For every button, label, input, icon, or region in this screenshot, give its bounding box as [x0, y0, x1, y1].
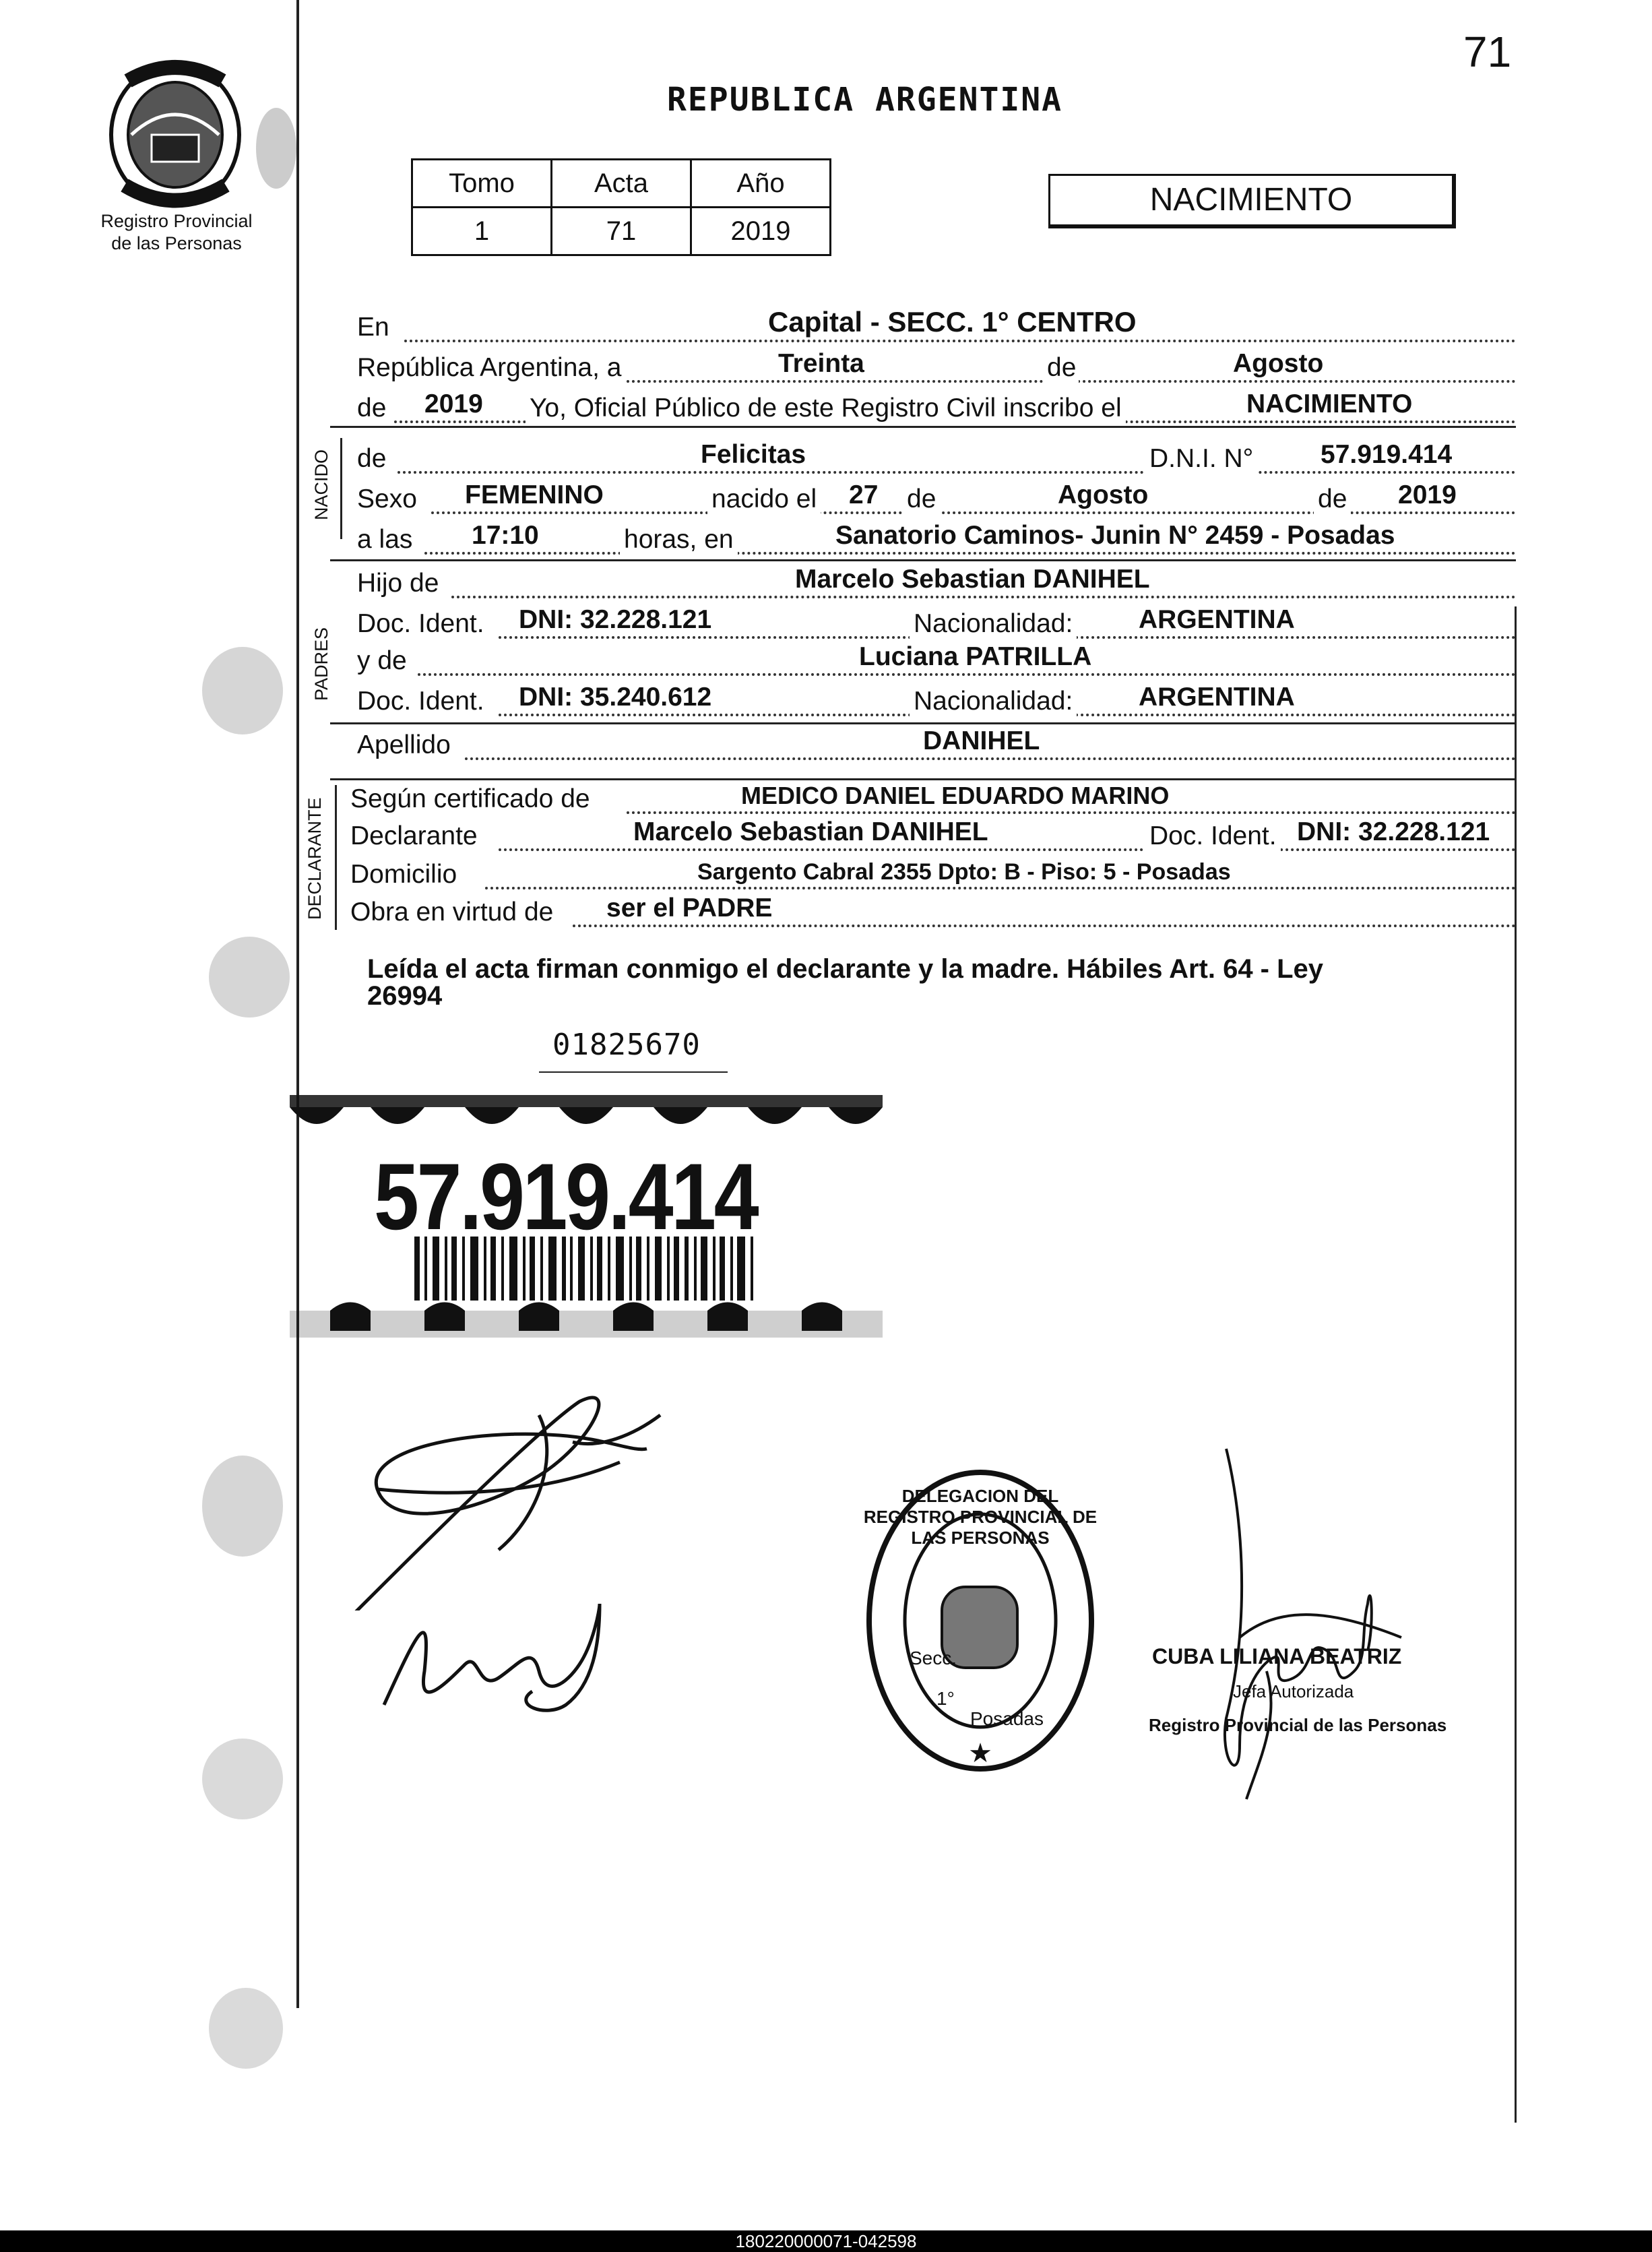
- section-label-declarante: DECLARANTE: [305, 797, 325, 920]
- row-certificado: [350, 775, 1509, 817]
- alas-label: a las: [357, 525, 413, 554]
- decl-value: Marcelo Sebastian DANIHEL: [633, 817, 988, 846]
- intro-month: Agosto: [1233, 349, 1324, 378]
- nacido-de-label2: de: [903, 484, 940, 514]
- intro-day: Treinta: [778, 349, 864, 378]
- sexo-label: Sexo: [357, 484, 417, 513]
- decl-doc-label: Doc. Ident.: [1145, 821, 1281, 851]
- horas-label: horas, en: [620, 525, 738, 555]
- official-office: Registro Provincial de las Personas: [1149, 1715, 1447, 1735]
- mother-doc: DNI: 35.240.612: [519, 683, 712, 712]
- row-apellido: [357, 721, 1516, 763]
- nacido-el-label: nacido el: [707, 484, 821, 514]
- nacido-sexo: FEMENINO: [465, 480, 604, 509]
- seal-inner-secc: Secc.: [910, 1648, 957, 1668]
- office-name-line1: Registro Provincial: [100, 211, 253, 231]
- cert-value: MEDICO DANIEL EDUARDO MARINO: [741, 782, 1170, 809]
- row-y-de: [357, 637, 1516, 679]
- scan-noise: [256, 108, 296, 189]
- en-label: En: [357, 313, 389, 342]
- scan-noise: [209, 1988, 283, 2069]
- section-label-nacido: NACIDO: [311, 449, 331, 520]
- hijo-label: Hijo de: [357, 569, 439, 598]
- mother-nac: ARGENTINA: [1139, 683, 1295, 712]
- row-hijo-de: [357, 559, 1516, 601]
- register-value-anio: 2019: [691, 208, 831, 255]
- seal-ring-text: DELEGACION DEL REGISTRO PROVINCIAL DE LAS PERSONAS: [863, 1486, 1098, 1548]
- father-nac-label: Nacionalidad:: [910, 609, 1077, 639]
- row-father-doc: [357, 600, 1516, 642]
- dni-sticker: [290, 1095, 883, 1338]
- register-header-anio: Año: [691, 160, 831, 208]
- apellido-value: DANIHEL: [923, 726, 1040, 755]
- intro-record: NACIMIENTO: [1246, 389, 1413, 418]
- republica-label: República Argentina, a: [357, 353, 622, 382]
- provincial-emblem-logo: [101, 54, 249, 209]
- left-margin-rule: [296, 0, 299, 2008]
- register-value-acta: 71: [552, 208, 691, 255]
- scan-noise: [209, 937, 290, 1018]
- row-domicilio: [350, 850, 1509, 892]
- office-name-line2: de las Personas: [111, 233, 242, 253]
- yde-label: y de: [357, 646, 407, 675]
- svg-text:★: ★: [968, 1739, 992, 1768]
- row-mother-doc: [357, 677, 1516, 719]
- father-nac: ARGENTINA: [1139, 605, 1295, 634]
- mother-signature: [377, 1590, 633, 1718]
- nacido-time: 17:10: [472, 521, 539, 550]
- nacido-de-label: de: [357, 444, 387, 473]
- nacido-dni: 57.919.414: [1321, 440, 1453, 469]
- row-republica: [357, 344, 1516, 385]
- father-name: Marcelo Sebastian DANIHEL: [795, 565, 1150, 594]
- row-declarante: [350, 812, 1509, 854]
- official-seal: [862, 1466, 1098, 1776]
- nacido-place: Sanatorio Caminos- Junin N° 2459 - Posadas: [835, 521, 1395, 550]
- serial-number: 01825670: [552, 1028, 701, 1062]
- apellido-label: Apellido: [357, 730, 451, 759]
- dom-value: Sargento Cabral 2355 Dpto: B - Piso: 5 - Posadas: [697, 859, 1231, 885]
- nacido-de-label3: de: [1314, 484, 1351, 514]
- row-en: [357, 303, 1516, 345]
- row-nacido-name: [357, 435, 1516, 476]
- closing-line-2: 26994: [367, 981, 443, 1011]
- declarant-signature: [337, 1388, 687, 1610]
- intro-de2-label: de: [357, 394, 387, 423]
- official-role: Jefa Autorizada: [1233, 1681, 1354, 1701]
- footer-code: 180220000071-042598: [735, 2231, 917, 2251]
- register-header-tomo: Tomo: [412, 160, 552, 208]
- register-header-acta: Acta: [552, 160, 691, 208]
- dni-label: D.N.I. N°: [1145, 444, 1257, 474]
- closing-line-1: Leída el acta firman conmigo el declarante y la madre. Hábiles Art. 64 - Ley: [367, 954, 1324, 984]
- seal-inner-city: Posadas: [970, 1708, 1044, 1729]
- decl-doc: DNI: 32.228.121: [1297, 817, 1490, 846]
- nacido-month: Agosto: [1058, 480, 1149, 509]
- obra-value: ser el PADRE: [606, 894, 773, 922]
- nacido-name: Felicitas: [701, 440, 806, 469]
- register-table: [411, 158, 831, 256]
- row-obra: [350, 888, 1509, 930]
- mother-name: Luciana PATRILLA: [859, 642, 1092, 671]
- scan-noise: [202, 1456, 283, 1557]
- row-nacido-sexo: [357, 475, 1516, 517]
- cert-label: Según certificado de: [350, 784, 590, 813]
- intro-place: Capital - SECC. 1° CENTRO: [768, 306, 1137, 338]
- seal-inner-number: 1°: [936, 1688, 955, 1709]
- mother-nac-label: Nacionalidad:: [910, 687, 1077, 716]
- scan-noise: [202, 647, 283, 734]
- dom-label: Domicilio: [350, 860, 457, 889]
- father-doc: DNI: 32.228.121: [519, 605, 712, 634]
- country-title: REPUBLICA ARGENTINA: [667, 81, 1063, 119]
- father-doc-label: Doc. Ident.: [357, 609, 484, 638]
- nacido-year: 2019: [1398, 480, 1457, 509]
- row-year: [357, 384, 1516, 426]
- yo-label: Yo, Oficial Público de este Registro Civil inscribo el: [526, 394, 1126, 423]
- row-nacido-hora: [357, 515, 1516, 557]
- official-name: CUBA LILIANA BEATRIZ: [1152, 1644, 1402, 1668]
- right-margin-rule: [1515, 606, 1517, 2123]
- mother-doc-label: Doc. Ident.: [357, 687, 484, 716]
- footer-bar: [0, 2230, 1652, 2252]
- nacido-day: 27: [849, 480, 879, 509]
- obra-label: Obra en virtud de: [350, 898, 554, 927]
- page-number: 71: [1463, 28, 1512, 76]
- decl-label: Declarante: [350, 821, 478, 850]
- intro-year: 2019: [424, 389, 483, 418]
- act-type-box: NACIMIENTO: [1048, 174, 1456, 228]
- official-signature: [1199, 1435, 1415, 1826]
- scan-noise: [202, 1739, 283, 1819]
- intro-de-label: de: [1044, 353, 1079, 383]
- dni-big-number: 57.919.414: [374, 1144, 757, 1249]
- section-label-padres: PADRES: [311, 627, 331, 701]
- register-value-tomo: 1: [412, 208, 552, 255]
